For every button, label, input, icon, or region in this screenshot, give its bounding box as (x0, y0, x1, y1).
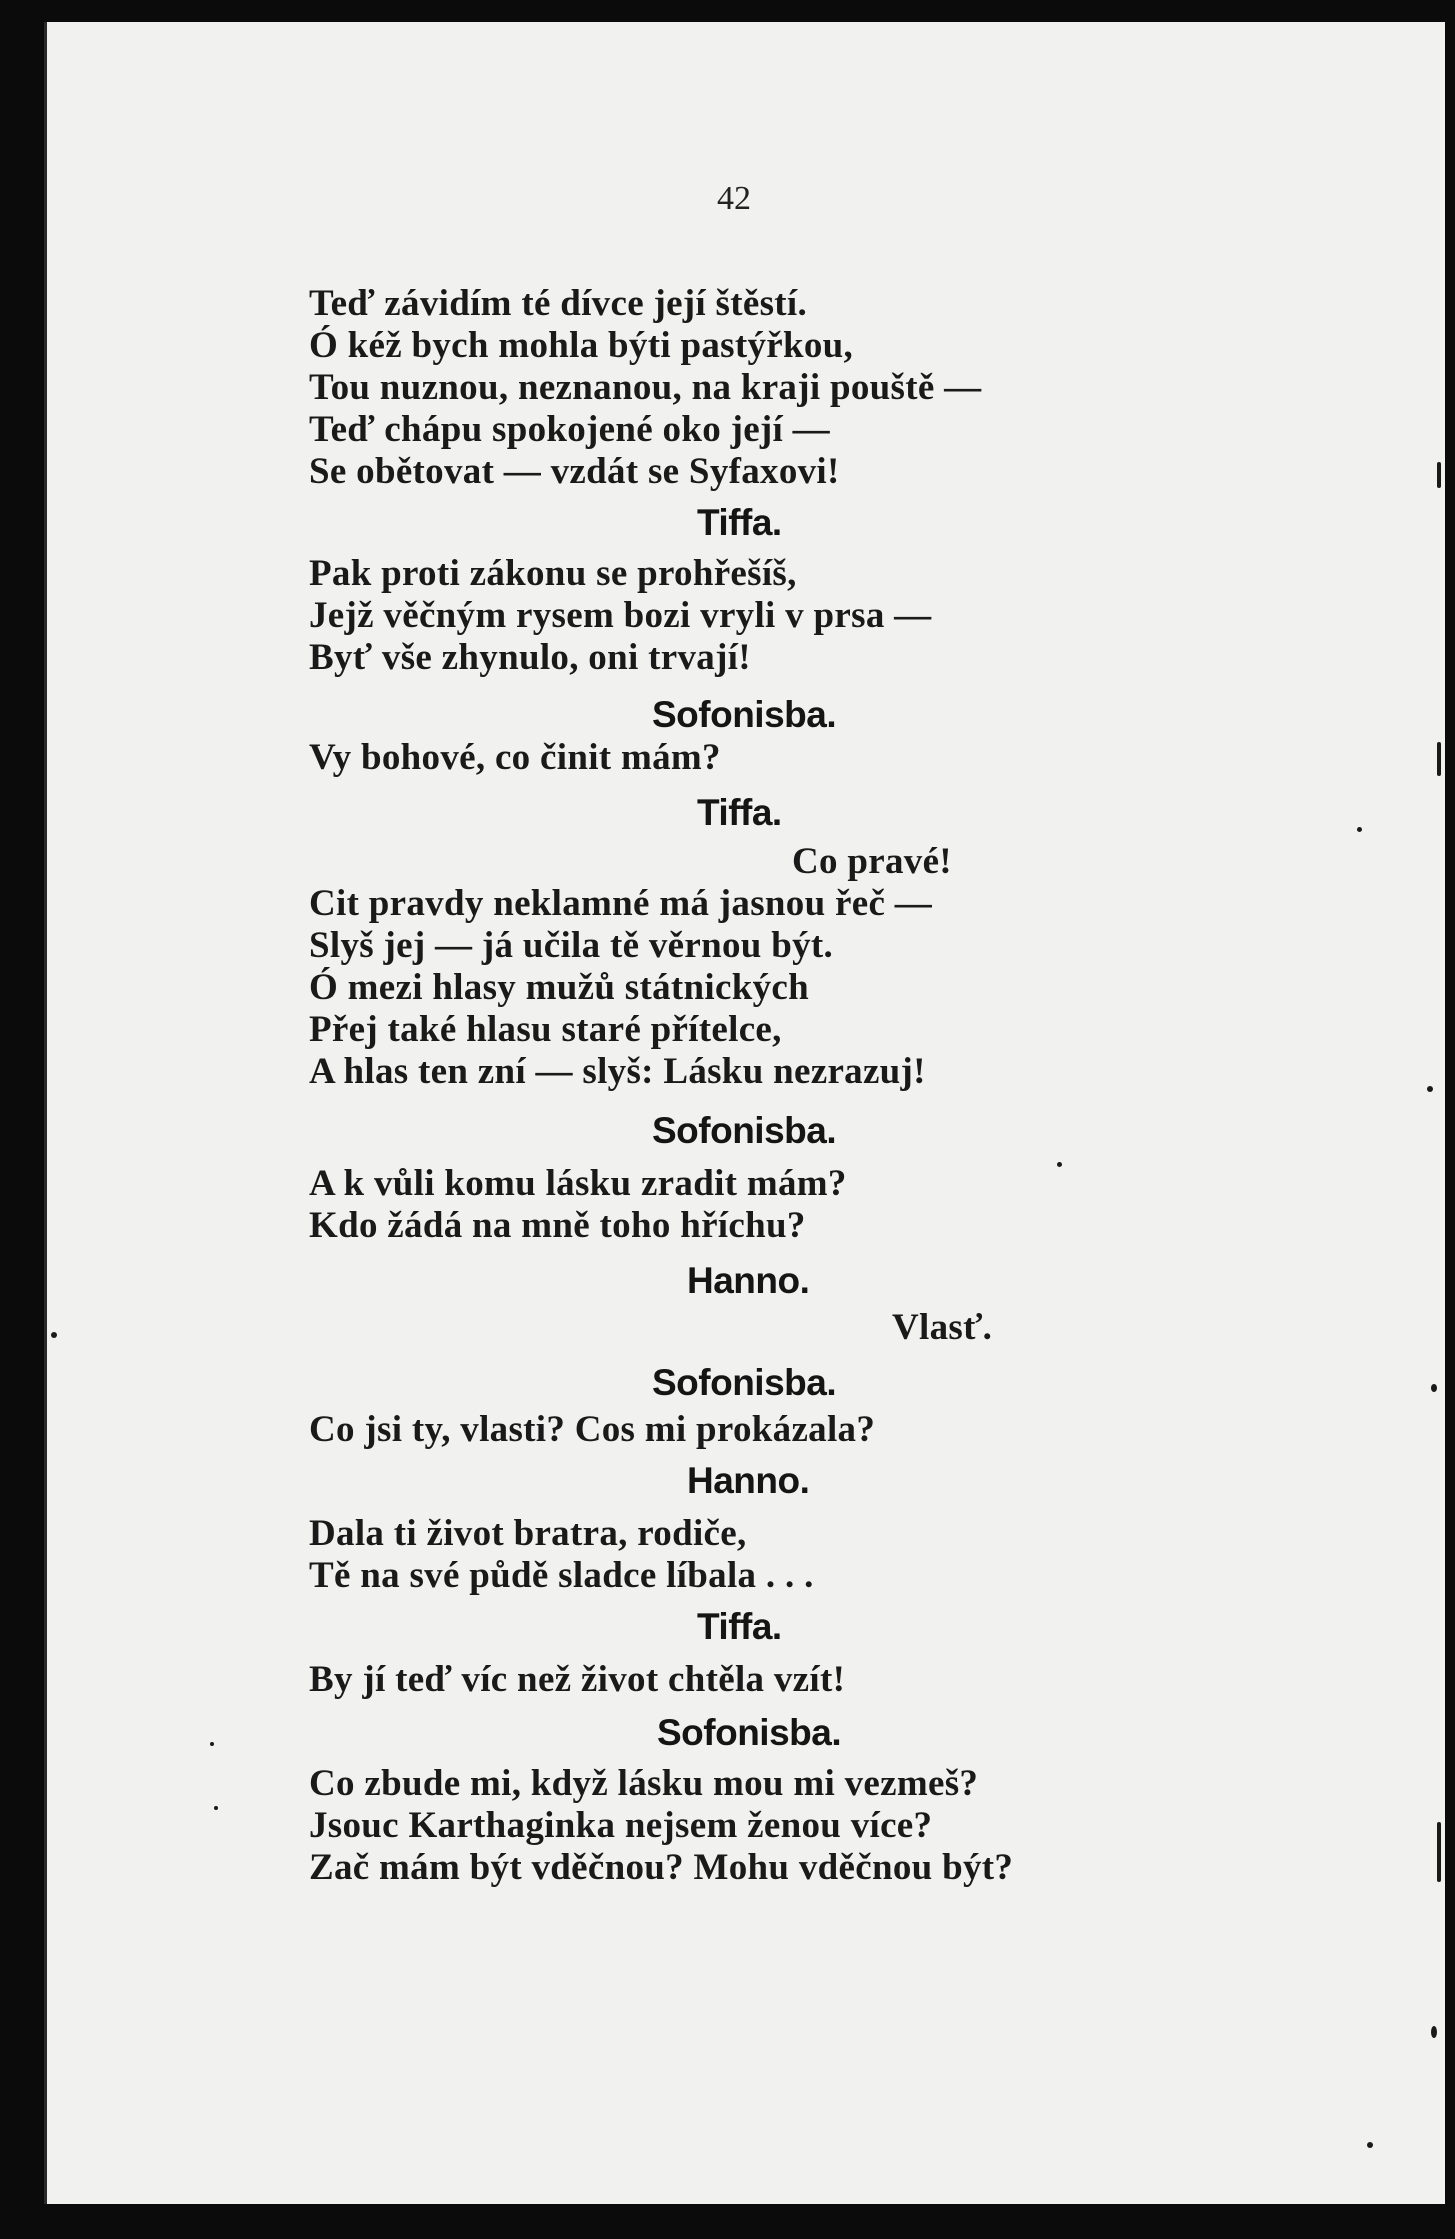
speck (214, 1806, 218, 1810)
verse-line: Tou nuznou, neznanou, na kraji pouště — (309, 367, 982, 408)
verse-line: A k vůli komu lásku zradit mám? (309, 1163, 847, 1204)
speaker-name: Tiffa. (697, 792, 782, 833)
verse-line: Cit pravdy neklamné má jasnou řeč — (309, 883, 933, 924)
speck (1357, 827, 1362, 832)
play-text (47, 22, 1445, 2204)
verse-line: Teď chápu spokojené oko její — (309, 409, 830, 450)
speck (210, 1742, 214, 1746)
verse-line: Ó kéž bych mohla býti pastýřkou, (309, 325, 854, 366)
verse-line: Tě na své půdě sladce líbala . . . (309, 1555, 814, 1596)
page-number: 42 (717, 180, 751, 217)
verse-line: Co jsi ty, vlasti? Cos mi prokázala? (309, 1409, 876, 1450)
book-page (44, 22, 1445, 2204)
verse-line: Ó mezi hlasy mužů státnických (309, 967, 809, 1008)
verse-line: Vy bohové, co činit mám? (309, 737, 721, 778)
speaker-name: Tiffa. (697, 1606, 782, 1647)
verse-line: Teď závidím té dívce její štěstí. (309, 283, 808, 324)
verse-line: Co pravé! (792, 841, 952, 882)
speck (1437, 1822, 1441, 1882)
verse-line: Dala ti život bratra, rodiče, (309, 1513, 747, 1554)
verse-line: Pak proti zákonu se prohřešíš, (309, 553, 797, 594)
verse-line: By jí teď víc než život chtěla vzít! (309, 1659, 846, 1700)
verse-line: Přej také hlasu staré přítelce, (309, 1009, 782, 1050)
verse-line: Byť vše zhynulo, oni trvají! (309, 637, 751, 678)
verse-line: Se obětovat — vzdát se Syfaxovi! (309, 451, 840, 492)
verse-line: Jejž věčným rysem bozi vryli v prsa — (309, 595, 932, 636)
verse-line: Vlasť. (892, 1307, 993, 1348)
speaker-name: Sofonisba. (657, 1712, 842, 1753)
speaker-name: Sofonisba. (652, 694, 837, 735)
speck (1057, 1162, 1062, 1167)
speaker-name: Sofonisba. (652, 1110, 837, 1151)
speck (1431, 1384, 1437, 1392)
speck (1427, 1086, 1433, 1092)
speaker-name: Tiffa. (697, 502, 782, 543)
verse-line: A hlas ten zní — slyš: Lásku nezrazuj! (309, 1051, 926, 1092)
verse-line: Slyš jej — já učila tě věrnou být. (309, 925, 834, 966)
speaker-name: Sofonisba. (652, 1362, 837, 1403)
verse-line: Co zbude mi, když lásku mou mi vezmeš? (309, 1763, 979, 1804)
speck (1431, 2026, 1437, 2038)
speck (1437, 742, 1441, 776)
speaker-name: Hanno. (687, 1260, 810, 1301)
speck (1437, 462, 1441, 488)
speck (51, 1332, 57, 1338)
speck (1367, 2142, 1373, 2148)
verse-line: Kdo žádá na mně toho hříchu? (309, 1205, 806, 1246)
verse-line: Jsouc Karthaginka nejsem ženou více? (309, 1805, 933, 1846)
speaker-name: Hanno. (687, 1460, 810, 1501)
verse-line: Zač mám být vděčnou? Mohu vděčnou být? (309, 1847, 1014, 1888)
